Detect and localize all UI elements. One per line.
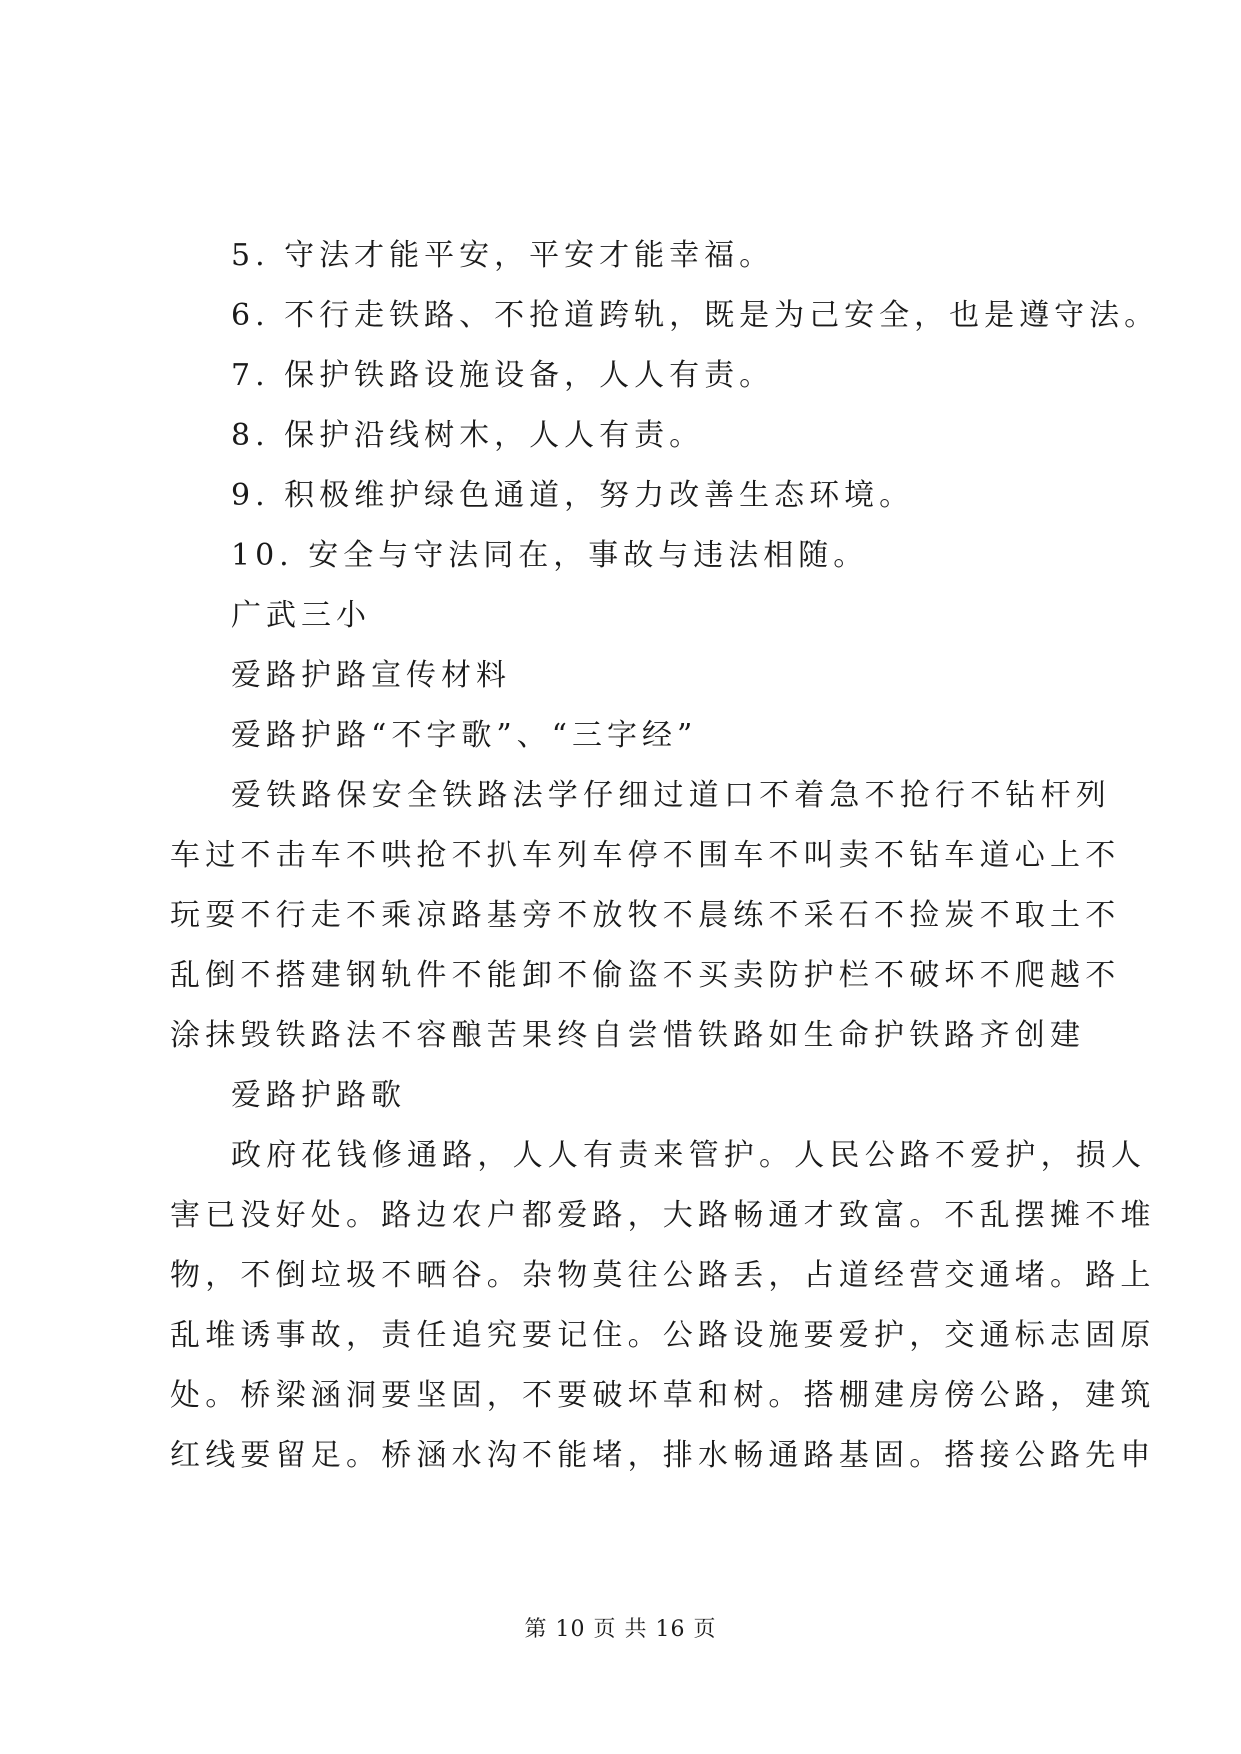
paragraph-line: 爱铁路保安全铁路法学仔细过道口不着急不抢行不钻杆列 <box>231 778 1111 813</box>
list-item: 9. 积极维护绿色通道，努力改善生态环境。 <box>231 478 915 513</box>
list-item: 5. 守法才能平安，平安才能幸福。 <box>231 238 775 273</box>
section-title-bu-zi-ge: 爱路护路“不字歌”、“三字经” <box>231 718 698 753</box>
paragraph-line: 红线要留足。桥涵水沟不能堵，排水畅通路基固。搭接公路先申 <box>170 1438 1156 1473</box>
school-name: 广武三小 <box>231 598 371 633</box>
list-item: 6. 不行走铁路、不抢道跨轨，既是为己安全，也是遵守法。 <box>231 298 1160 333</box>
paragraph-line: 乱堆诱事故，责任追究要记住。公路设施要爱护，交通标志固原 <box>170 1318 1156 1353</box>
section-title-ailu-hulu-ge: 爱路护路歌 <box>231 1078 406 1113</box>
list-item: 10. 安全与守法同在，事故与违法相随。 <box>231 538 869 573</box>
page-number-footer: 第 10 页 共 16 页 <box>524 1617 717 1642</box>
material-title: 爱路护路宣传材料 <box>231 658 511 693</box>
list-item: 7. 保护铁路设施设备，人人有责。 <box>231 358 775 393</box>
paragraph-line: 政府花钱修通路，人人有责来管护。人民公路不爱护，损人 <box>231 1138 1147 1173</box>
paragraph-line: 涂抹毁铁路法不容酿苦果终自尝惜铁路如生命护铁路齐创建 <box>170 1018 1086 1053</box>
paragraph-line: 乱倒不搭建钢轨件不能卸不偷盗不买卖防护栏不破坏不爬越不 <box>170 958 1121 993</box>
paragraph-line: 玩耍不行走不乘凉路基旁不放牧不晨练不采石不捡炭不取土不 <box>170 898 1121 933</box>
list-item: 8. 保护沿线树木，人人有责。 <box>231 418 705 453</box>
paragraph-line: 车过不击车不哄抢不扒车列车停不围车不叫卖不钻车道心上不 <box>170 838 1121 873</box>
paragraph-line: 物，不倒垃圾不晒谷。杂物莫往公路丢，占道经营交通堵。路上 <box>170 1258 1156 1293</box>
paragraph-line: 处。桥梁涵洞要坚固，不要破坏草和树。搭棚建房傍公路，建筑 <box>170 1378 1156 1413</box>
paragraph-line: 害已没好处。路边农户都爱路，大路畅通才致富。不乱摆摊不堆 <box>170 1198 1156 1233</box>
